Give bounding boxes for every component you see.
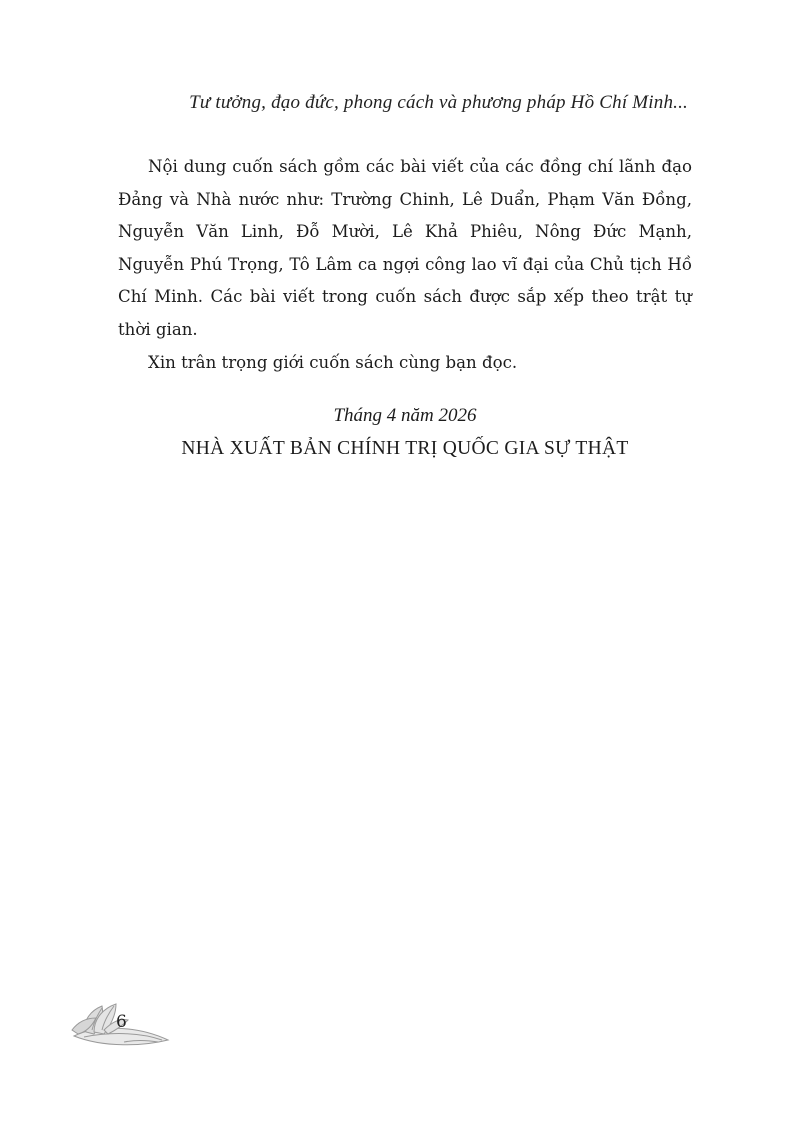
signature-publisher: NHÀ XUẤT BẢN CHÍNH TRỊ QUỐC GIA SỰ THẬT (181, 438, 629, 459)
paragraph-intro: Nội dung cuốn sách gồm các bài viết của các đồng chí lãnh đạo Đảng và Nhà nước như: Trường Chinh, Lê Duẩn, Phạm Văn Đồng, Nguyễn Văn Linh, Đỗ Mười, Lê Khả Phiêu, Nông Đức Mạnh, Nguyễn Phú Trọng, Tô Lâm ca ngợi công lao vĩ đại của Chủ tịch Hồ Chí Minh. Các bài viết trong cuốn sách được sắp xếp theo trật tự thời gian. (118, 157, 692, 339)
paragraph-closing: Xin trân trọng giới cuốn sách cùng bạn đọc. (148, 352, 518, 372)
running-header: Tư tưởng, đạo đức, phong cách và phương pháp Hồ Chí Minh... (189, 92, 688, 113)
body-text (118, 151, 692, 379)
signature-date: Tháng 4 năm 2026 (333, 405, 477, 426)
page-number: 6 (116, 1012, 127, 1032)
